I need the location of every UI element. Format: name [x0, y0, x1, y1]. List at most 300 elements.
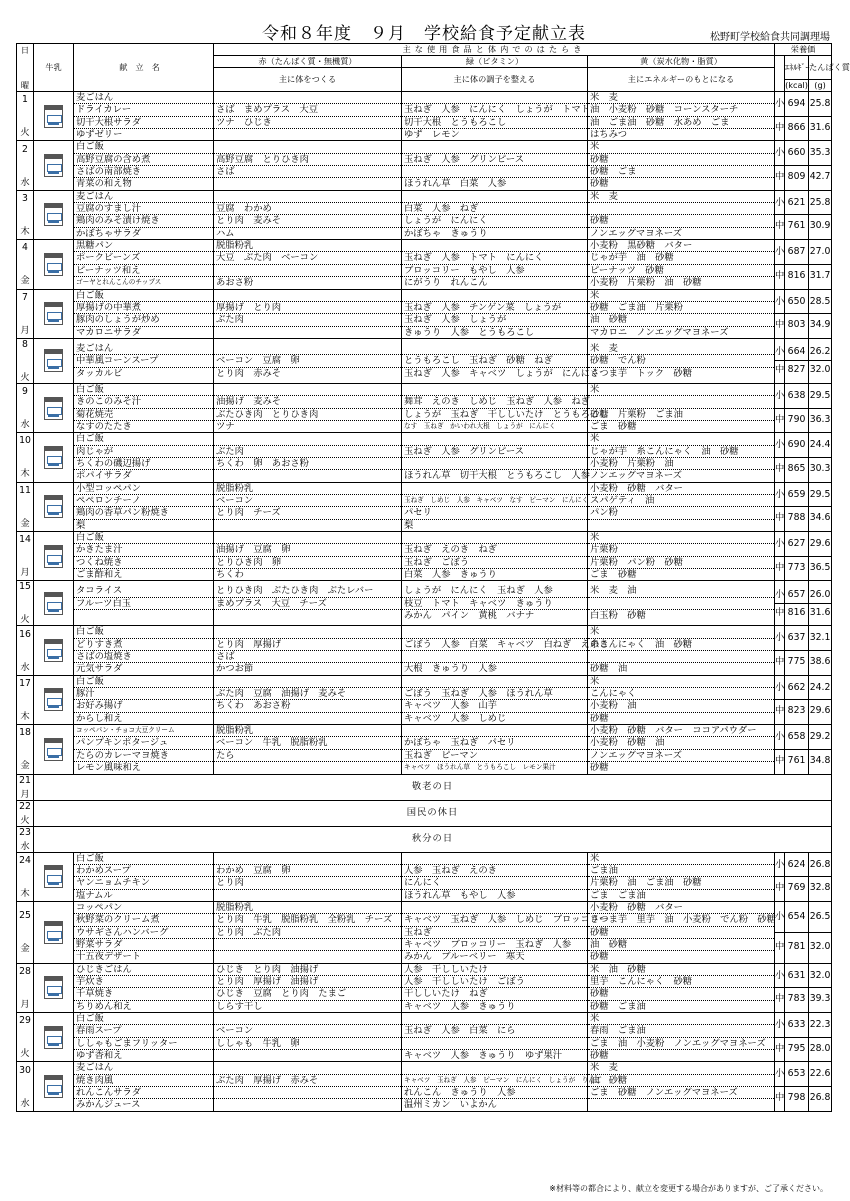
energy-value: 654 [785, 903, 808, 932]
milk-carton-icon [44, 302, 63, 325]
red-food-line: ちくわ [216, 569, 244, 581]
day-row [17, 626, 832, 675]
energy-value: 690 [785, 434, 808, 458]
yellow-food-line: 米 麦 [588, 92, 774, 104]
weekday: 火 [20, 614, 30, 626]
red-food-line: ハム [216, 227, 235, 239]
milk-cell [34, 338, 74, 383]
menu-item: ドライカレー [74, 104, 213, 116]
header-g: (g) [809, 80, 832, 92]
milk-carton-icon [44, 865, 63, 888]
yellow-food-line: ごま 油 小麦粉 ノンエッグマヨネーズ [588, 1038, 774, 1050]
protein-value: 32.0 [809, 940, 831, 952]
day-row [17, 289, 832, 338]
energy-value: 627 [785, 533, 808, 557]
milk-carton-icon [44, 203, 63, 226]
energy-value: 662 [785, 677, 808, 701]
yellow-food-line: 砂糖 [590, 712, 609, 724]
menu-item: 塩ナムル [76, 889, 113, 901]
header-yellow-sub: 主にエネルギーのもとになる [588, 68, 775, 92]
yellow-food-line: 砂糖 [588, 988, 774, 1000]
red-cell [214, 433, 402, 482]
protein-cell [809, 901, 832, 963]
menu-cell [74, 725, 214, 774]
green-food-line: 玉ねぎ 人参 グリンピース [402, 154, 587, 166]
menu-item: さばの南部焼き [74, 166, 213, 178]
green-food-line: 温州ミカン いよかん [404, 1099, 497, 1111]
yellow-cell [588, 963, 775, 1012]
green-food-line [402, 166, 587, 178]
menu-item: 豚汁 [74, 688, 213, 700]
yellow-food-line: 油 小麦粉 砂糖 コーンスターチ [588, 104, 774, 116]
day-cell [17, 92, 34, 141]
red-food-line: 大豆 ぶた肉 ベーコン [214, 252, 401, 264]
day-cell [17, 1012, 34, 1061]
green-food-line [402, 1062, 587, 1074]
red-food-line [214, 676, 401, 688]
yellow-food-line: 春雨 ごま油 [588, 1025, 774, 1037]
size-medium: 中 [775, 269, 785, 281]
date-number: 24 [19, 854, 31, 866]
date-number: 15 [19, 581, 31, 593]
energy-cell [785, 383, 809, 432]
milk-cell [34, 675, 74, 724]
green-food-line: 玉ねぎ えのき ねぎ [402, 544, 587, 556]
weekday: 木 [20, 887, 30, 899]
energy-cell [785, 338, 809, 383]
menu-item: コッペパン [74, 902, 213, 914]
menu-item: パンプキンポタージュ [74, 737, 213, 749]
menu-item: 野菜サラダ [74, 939, 213, 951]
protein-value: 31.7 [809, 269, 831, 281]
menu-cell [74, 289, 214, 338]
menu-cell [74, 1062, 214, 1111]
green-food-line: 白菜 人参 ねぎ [402, 203, 587, 215]
size-medium: 中 [775, 754, 785, 766]
date-number: 23 [19, 826, 31, 838]
yellow-cell [588, 532, 775, 581]
yellow-food-line: 米 [588, 1013, 774, 1025]
red-food-line: ベーコン 牛乳 脱脂粉乳 [214, 737, 401, 749]
red-food-line [214, 191, 401, 203]
green-food-line: しょうが にんにく [402, 215, 587, 227]
green-food-line: 玉ねぎ 人参 にんにく しょうが トマト [404, 104, 590, 116]
milk-cell [34, 289, 74, 338]
date-number: 16 [19, 628, 31, 640]
green-food-line: ごぼう 玉ねぎ 人参 ほうれん草 [402, 688, 587, 700]
red-food-line: ちくわ あおさ粉 [214, 700, 401, 712]
yellow-food-line: 小麦粉 片栗粉 油 [588, 458, 774, 470]
yellow-food-line: 小麦粉 砂糖 バター [588, 483, 774, 495]
day-cell [17, 383, 34, 432]
protein-value: 22.6 [809, 1063, 831, 1087]
weekday: 金 [20, 943, 30, 955]
milk-carton-icon [44, 253, 63, 276]
red-food-line: ちくわ 卵 あおさ粉 [214, 458, 401, 470]
green-cell [402, 92, 588, 141]
red-food-line: ベーコン [214, 1025, 401, 1037]
header-yellow: 黄（炭水化物・脂質） [588, 56, 775, 68]
size-medium: 中 [775, 606, 785, 618]
header-kcal: (kcal) [785, 80, 808, 91]
protein-value: 26.0 [809, 586, 831, 604]
green-food-line: パセリ [402, 507, 587, 519]
red-food-line: ぶた肉 [214, 446, 401, 458]
menu-cell [74, 338, 214, 383]
size-small: 小 [775, 586, 784, 604]
yellow-cell [588, 581, 775, 626]
weekday: 火 [20, 1048, 30, 1060]
milk-carton-icon [44, 446, 63, 469]
green-food-line [402, 384, 587, 396]
yellow-food-line: 小麦粉 砂糖 油 [588, 737, 774, 749]
energy-value: 761 [787, 220, 806, 232]
size-cell [775, 725, 785, 774]
menu-item: 鶏肉のみそ漬け焼き [74, 215, 213, 227]
yellow-food-line: 砂糖 [588, 927, 774, 939]
protein-value: 24.2 [809, 677, 831, 701]
menu-item: 豚肉のしょうが炒め [74, 314, 213, 326]
green-food-line [402, 1038, 587, 1050]
day-row [17, 240, 832, 289]
yellow-food-line: 米 麦 [588, 343, 774, 355]
red-food-line: ぶた肉 豆腐 油揚げ 麦みそ [214, 688, 401, 700]
red-food-line: ツナ [216, 420, 235, 432]
size-cell [775, 581, 785, 626]
milk-carton-icon [44, 738, 63, 761]
protein-value: 26.2 [809, 343, 831, 361]
size-cell [775, 901, 785, 963]
day-cell [17, 774, 34, 800]
protein-cell [809, 141, 832, 190]
energy-value: 781 [787, 940, 806, 952]
green-cell [402, 1012, 588, 1061]
protein-cell [809, 532, 832, 581]
menu-item: ウサギさんハンバーグ [74, 927, 213, 939]
menu-item: 中華風コーンスープ [74, 355, 213, 367]
menu-item: 菊花焼売 [74, 409, 213, 421]
holiday-row [17, 800, 832, 826]
red-food-line [214, 853, 401, 865]
green-food-line: しょうが にんにく 玉ねぎ 人参 [402, 585, 587, 597]
protein-value: 29.5 [809, 385, 831, 409]
red-food-line [214, 890, 401, 901]
yellow-cell [588, 725, 775, 774]
day-row [17, 1012, 832, 1061]
date-number: 28 [19, 965, 31, 977]
energy-value: 694 [785, 93, 808, 117]
date-number: 7 [22, 291, 28, 303]
red-food-line: 油揚げ 豆腐 卵 [214, 544, 401, 556]
yellow-cell [588, 1062, 775, 1111]
energy-value: 633 [785, 1014, 808, 1038]
energy-cell [785, 190, 809, 239]
red-cell [214, 141, 402, 190]
yellow-food-line: ピーナッツ 砂糖 [588, 265, 774, 277]
size-cell [775, 433, 785, 482]
protein-value: 29.5 [809, 484, 831, 508]
day-cell [17, 1062, 34, 1111]
red-food-line: 厚揚げ とり肉 [214, 302, 401, 314]
green-food-line: きゅうり 人参 とうもろこし [404, 326, 535, 338]
green-cell [402, 725, 588, 774]
menu-cell [74, 675, 214, 724]
size-medium: 中 [775, 319, 785, 331]
protein-value: 31.6 [809, 121, 831, 133]
menu-item: ペペロンチーノ [74, 495, 213, 507]
menu-item: みかんジュース [76, 1099, 141, 1111]
menu-item: 麦ごはん [74, 343, 213, 355]
red-food-line [214, 384, 401, 396]
date-number: 14 [19, 534, 31, 546]
menu-item: 春雨スープ [74, 1025, 213, 1037]
yellow-food-line: 米 [588, 853, 774, 865]
yellow-food-line: 米 [588, 141, 774, 153]
red-food-line [214, 343, 401, 355]
menu-item: お好み揚げ [74, 700, 213, 712]
date-number: 9 [22, 386, 28, 398]
yellow-food-line: 砂糖 [590, 951, 609, 963]
milk-cell [34, 901, 74, 963]
day-cell [17, 338, 34, 383]
menu-item: きのこのみそ汁 [74, 396, 213, 408]
green-cell [402, 532, 588, 581]
milk-carton-icon [44, 154, 63, 177]
yellow-food-line: 砂糖 [590, 1050, 609, 1061]
yellow-food-line: ノンエッグマヨネーズ [590, 470, 682, 482]
protein-value: 32.0 [809, 965, 831, 989]
milk-cell [34, 963, 74, 1012]
menu-item: 肉じゃが [74, 446, 213, 458]
protein-value: 42.7 [809, 171, 831, 183]
milk-cell [34, 141, 74, 190]
protein-value: 25.8 [809, 192, 831, 216]
green-food-line [402, 626, 587, 638]
green-food-line: にがうり れんこん [404, 277, 488, 289]
protein-cell [809, 289, 832, 338]
menu-item: さばの塩焼き [74, 651, 213, 663]
day-cell [17, 626, 34, 675]
yellow-cell [588, 141, 775, 190]
red-food-line [214, 626, 401, 638]
date-number: 18 [19, 727, 31, 739]
red-cell [214, 725, 402, 774]
size-small: 小 [775, 1014, 784, 1038]
day-row [17, 383, 832, 432]
yellow-food-line: 砂糖 でん粉 [588, 355, 774, 367]
day-cell [17, 190, 34, 239]
size-small: 小 [775, 93, 784, 117]
green-food-line: 玉ねぎ 人参 キャベツ しょうが にんにく [404, 367, 600, 379]
green-food-line [402, 902, 587, 914]
energy-value: 816 [787, 606, 806, 618]
energy-value: 809 [787, 171, 806, 183]
yellow-food-line: ごま油 [588, 865, 774, 877]
energy-cell [785, 482, 809, 531]
milk-cell [34, 852, 74, 901]
size-small: 小 [775, 903, 784, 932]
yellow-food-line: 砂糖 ごま [588, 166, 774, 178]
day-cell [17, 826, 34, 852]
green-food-line: 玉ねぎ 人参 しょうが [402, 314, 587, 326]
red-food-line: ひじき とり肉 油揚げ [214, 964, 401, 976]
red-food-line: とり肉 厚揚げ [214, 639, 401, 651]
red-food-line: 油揚げ 麦みそ [214, 396, 401, 408]
green-food-line [402, 141, 587, 153]
day-cell [17, 141, 34, 190]
protein-cell [809, 1062, 832, 1111]
size-cell [775, 675, 785, 724]
size-small: 小 [775, 484, 784, 508]
menu-item: ピーナッツ和え [74, 265, 213, 277]
red-food-line: とり肉 [214, 877, 401, 889]
energy-value: 659 [785, 484, 808, 508]
yellow-food-line [588, 1099, 774, 1110]
day-row [17, 901, 832, 963]
red-food-line [214, 939, 401, 951]
protein-value: 22.3 [809, 1014, 831, 1038]
red-cell [214, 289, 402, 338]
header-protein: たんぱく質 [809, 56, 832, 80]
energy-value: 621 [785, 192, 808, 216]
protein-cell [809, 433, 832, 482]
green-food-line [402, 483, 587, 495]
yellow-food-line: 米 麦 [588, 191, 774, 203]
yellow-cell [588, 383, 775, 432]
size-medium: 中 [775, 705, 785, 717]
size-medium: 中 [775, 512, 785, 524]
energy-value: 865 [787, 462, 806, 474]
menu-item: マカロニサラダ [76, 326, 141, 338]
green-food-line: 玉ねぎ 人参 チンゲン菜 しょうが [402, 302, 587, 314]
menu-item: たらのカレーマヨ焼き [74, 750, 213, 762]
red-food-line [214, 713, 401, 724]
red-food-line: 脱脂粉乳 [214, 902, 401, 914]
green-cell [402, 289, 588, 338]
header-menu: 献立名 [74, 44, 214, 92]
green-food-line: キャベツ 玉ねぎ 人参 ピーマン にんにく しょうが りんご [402, 1075, 587, 1087]
energy-cell [785, 626, 809, 675]
size-small: 小 [775, 192, 784, 216]
menu-table [16, 43, 850, 1112]
milk-carton-icon [44, 688, 63, 711]
menu-item: ごま酢和え [76, 569, 123, 581]
menu-cell [74, 190, 214, 239]
milk-carton-icon [44, 349, 63, 372]
red-food-line: 脱脂粉乳 [214, 240, 401, 252]
day-cell [17, 482, 34, 531]
menu-item: 白ご飯 [74, 1013, 213, 1025]
protein-value: 26.8 [809, 854, 831, 878]
weekday: 月 [20, 567, 30, 579]
yellow-food-line: 米 [588, 676, 774, 688]
header-green: 緑（ビタミン） [402, 56, 588, 68]
green-cell [402, 338, 600, 383]
yellow-food-line: 小麦粉 砂糖 バター ココアパウダー [588, 725, 774, 737]
header-energy: ｴﾈﾙｷﾞｰ [785, 56, 809, 80]
menu-item: 麦ごはん [74, 92, 213, 104]
green-cell [402, 190, 588, 239]
day-cell [17, 532, 34, 581]
red-cell [214, 190, 402, 239]
yellow-food-line: さつま芋 トック 砂糖 [590, 367, 692, 379]
date-number: 17 [19, 677, 31, 689]
yellow-food-line: 片栗粉 油 ごま油 砂糖 [588, 877, 774, 889]
milk-carton-icon [44, 105, 63, 128]
green-food-line: キャベツ ブロッコリー 玉ねぎ 人参 [402, 939, 587, 951]
menu-item: タッカルビ [76, 367, 123, 379]
red-cell [214, 1062, 402, 1111]
yellow-food-line: 砂糖 [588, 154, 774, 166]
date-number: 21 [19, 774, 31, 786]
yellow-food-line [588, 598, 774, 610]
size-small: 小 [775, 677, 784, 701]
green-food-line: キャベツ 人参 山芋 [402, 700, 587, 712]
weekday: 木 [20, 468, 30, 480]
size-medium: 中 [775, 882, 785, 894]
energy-value: 769 [787, 882, 806, 894]
green-food-line: 大根 きゅうり 人参 [404, 663, 497, 675]
day-row [17, 92, 832, 141]
green-cell [402, 1062, 602, 1111]
weekday: 木 [20, 710, 30, 722]
menu-item: 十五夜デザート [76, 951, 142, 963]
energy-value: 624 [785, 854, 808, 878]
date-number: 11 [19, 484, 31, 496]
size-medium: 中 [775, 656, 785, 668]
green-food-line: 切干大根 とうもろこし [402, 117, 587, 129]
menu-item: ゆず香和え [76, 1050, 123, 1061]
size-small: 小 [775, 291, 784, 315]
energy-value: 638 [785, 385, 808, 409]
menu-item: 梨 [76, 519, 86, 531]
red-food-line: さば まめプラス 大豆 [214, 104, 401, 116]
weekday: 水 [20, 176, 30, 188]
yellow-food-line: パン粉 [588, 507, 774, 519]
size-medium: 中 [775, 220, 785, 232]
date-number: 10 [19, 435, 31, 447]
protein-cell [809, 482, 832, 531]
size-medium: 中 [775, 171, 785, 183]
energy-cell [785, 963, 809, 1012]
menu-item: どりすき煮 [74, 639, 213, 651]
milk-carton-icon [44, 1026, 63, 1049]
protein-value: 29.2 [809, 726, 831, 750]
size-cell [775, 1012, 785, 1061]
protein-value: 24.4 [809, 434, 831, 458]
yellow-food-line: 砂糖 ごま油 片栗粉 [588, 302, 774, 314]
size-cell [775, 532, 785, 581]
yellow-food-line: 米 [588, 433, 774, 445]
protein-value: 34.6 [809, 512, 831, 524]
header-milk: 牛乳 [34, 44, 74, 92]
energy-value: 773 [787, 561, 806, 573]
size-small: 小 [775, 241, 784, 265]
menu-item: 豆腐のすまし汁 [74, 203, 213, 215]
protein-cell [809, 852, 832, 901]
menu-item: 麦ごはん [74, 191, 213, 203]
menu-item: ゆずゼリー [76, 129, 123, 141]
menu-item: 麦ごはん [74, 1062, 213, 1074]
energy-value: 795 [787, 1042, 806, 1054]
green-food-line: みかん ブルーベリー 寒天 [404, 951, 525, 963]
size-small: 小 [775, 434, 784, 458]
header-nutrition: 栄養価 [775, 44, 832, 56]
milk-carton-icon [44, 495, 63, 518]
energy-cell [785, 725, 809, 774]
protein-value: 30.3 [809, 462, 831, 474]
yellow-food-line: 米 [588, 290, 774, 302]
